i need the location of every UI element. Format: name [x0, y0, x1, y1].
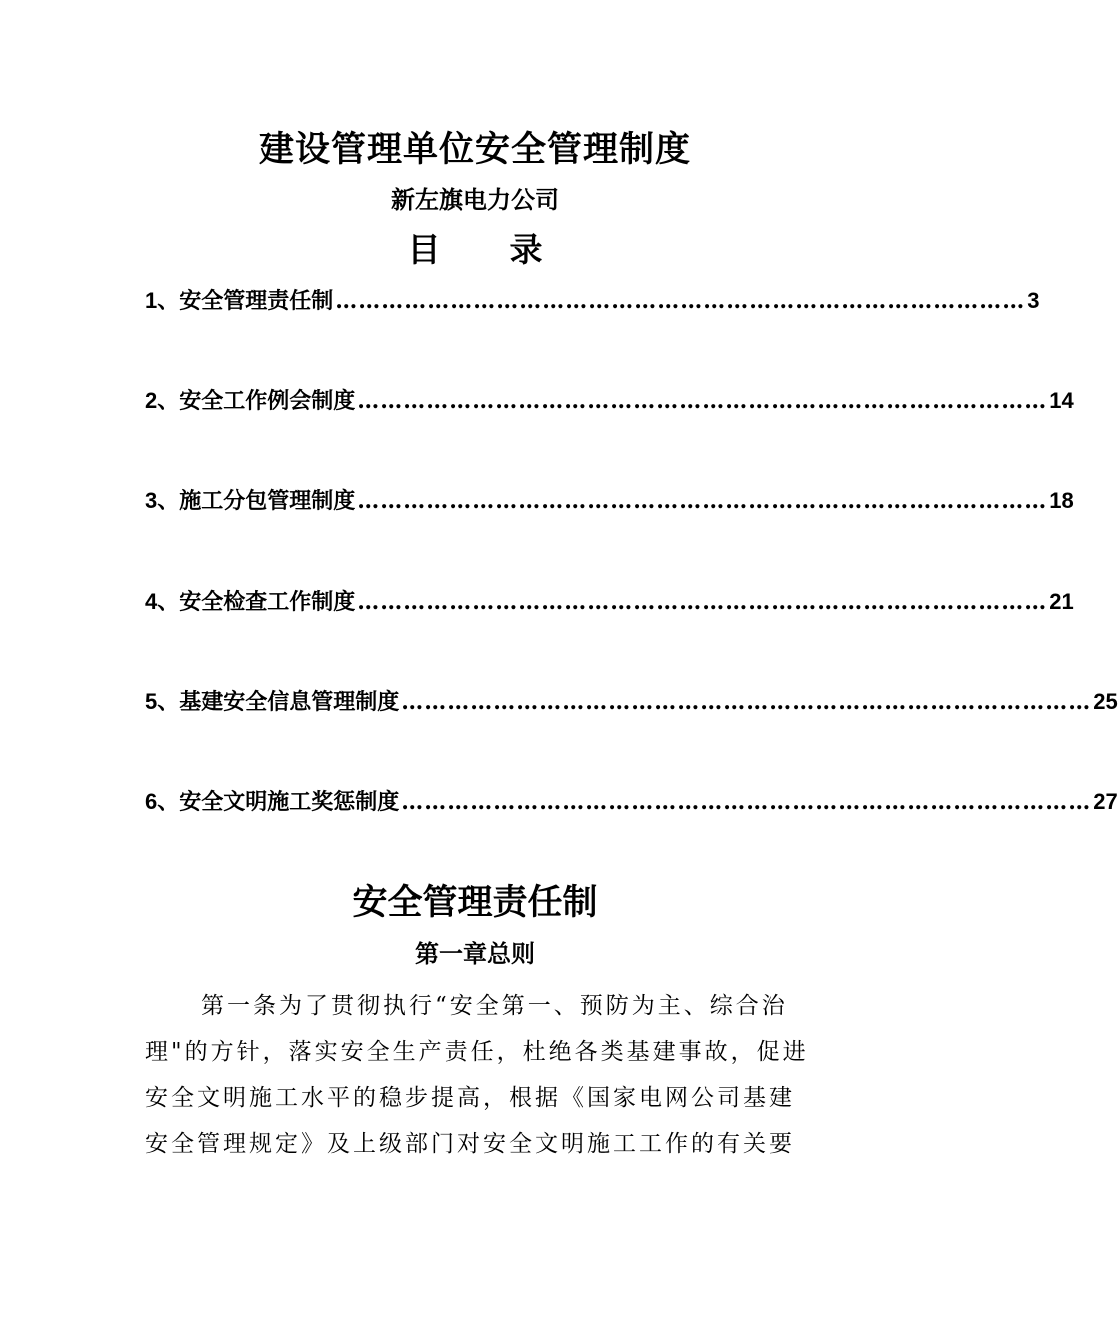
toc-entry-number: 4、 [145, 589, 180, 614]
toc-entry-number: 2、 [145, 388, 180, 413]
toc-entry-label: 基建安全信息管理制度 [179, 689, 400, 715]
toc-entry-leader: ……………………………………………………………………………… [357, 589, 1048, 615]
toc-entry[interactable] [145, 285, 1040, 317]
toc-entry[interactable] [145, 686, 1118, 718]
toc-entry-page: 3 [1027, 288, 1040, 313]
toc-entry-page: 14 [1049, 388, 1074, 413]
toc-entry-leader: ……………………………………………………………………………… [357, 388, 1048, 414]
toc-entry-page: 25 [1093, 689, 1118, 714]
toc-entry-number: 3、 [145, 488, 180, 513]
document-title: 建设管理单位安全管理制度 [258, 129, 691, 170]
toc-entry-leader: ……………………………………………………………………………… [401, 789, 1092, 815]
toc-entry[interactable] [145, 586, 1074, 618]
body-paragraph [145, 983, 807, 1167]
toc-entry[interactable] [145, 786, 1118, 818]
toc-entry-page: 21 [1049, 589, 1074, 614]
body-line: 安全管理规定》及上级部门对安全文明施工工作的有关要 [145, 1131, 795, 1157]
toc-heading: 目 录 [407, 230, 543, 269]
toc-entry-label: 安全工作例会制度 [179, 388, 356, 414]
company-name: 新左旗电力公司 [391, 185, 559, 214]
chapter-title: 第一章总则 [415, 939, 535, 968]
toc-entry[interactable] [145, 385, 1074, 417]
body-line: 理"的方针，落实安全生产责任，杜绝各类基建事故，促进 [145, 1039, 809, 1065]
toc-entry[interactable] [145, 485, 1074, 517]
toc-entry-label: 施工分包管理制度 [179, 488, 356, 514]
toc-entry-leader: ……………………………………………………………………………… [335, 288, 1026, 314]
toc-entry-leader: ……………………………………………………………………………… [357, 488, 1048, 514]
toc-entry-label: 安全管理责任制 [179, 288, 334, 314]
toc-entry-label: 安全检查工作制度 [179, 589, 356, 615]
body-line: 安全文明施工水平的稳步提高，根据《国家电网公司基建 [145, 1085, 795, 1111]
section-title: 安全管理责任制 [352, 882, 598, 923]
toc-entry-label: 安全文明施工奖惩制度 [179, 789, 400, 815]
body-line: 第一条为了贯彻执行“安全第一、预防为主、综合治 [201, 993, 788, 1019]
toc-entry-page: 27 [1093, 789, 1118, 814]
toc-entry-page: 18 [1049, 488, 1074, 513]
toc-entry-number: 5、 [145, 689, 180, 714]
toc-entry-number: 1、 [145, 288, 180, 313]
toc-entry-leader: ……………………………………………………………………………… [401, 689, 1092, 715]
toc-entry-number: 6、 [145, 789, 180, 814]
